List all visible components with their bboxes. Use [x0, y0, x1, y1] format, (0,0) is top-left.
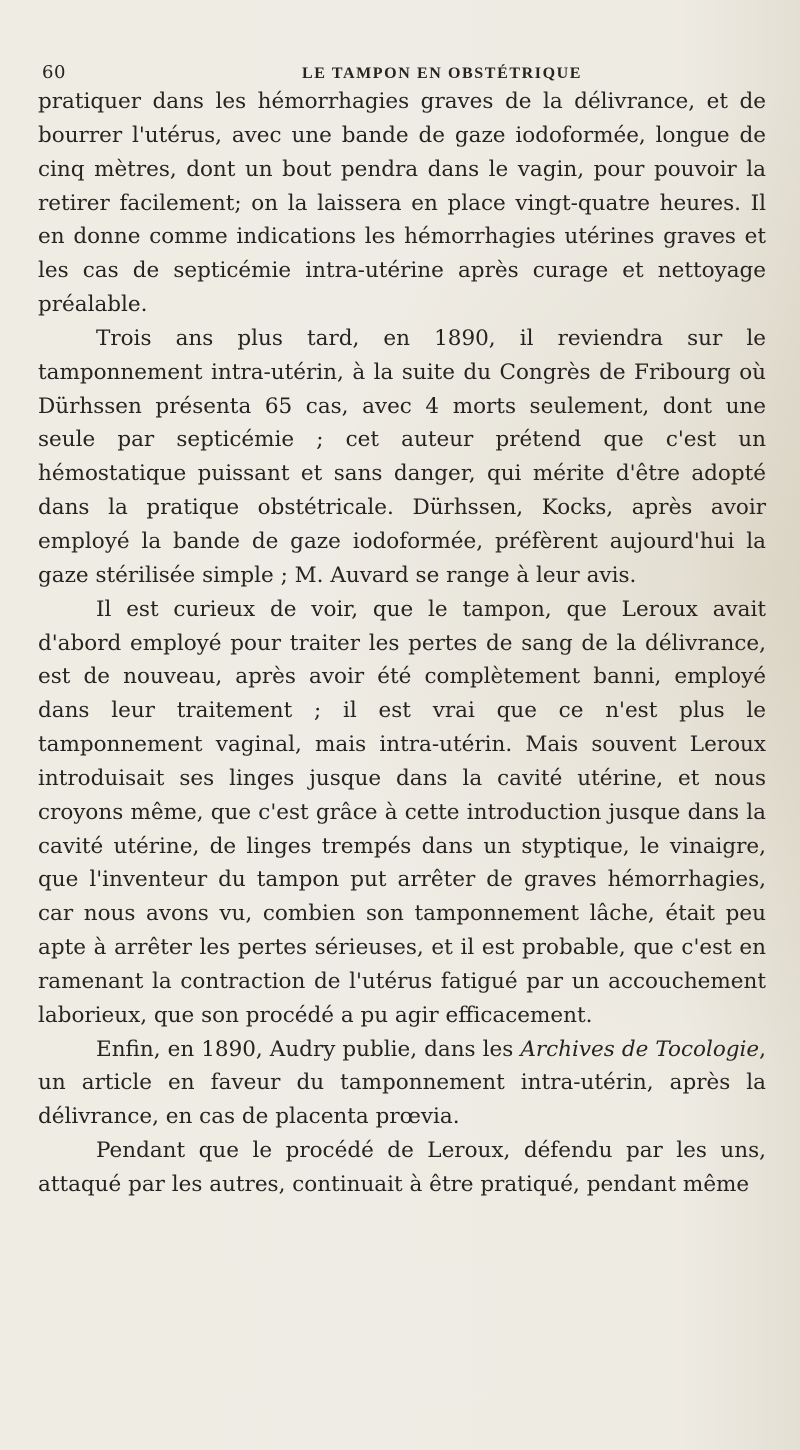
paragraph-1: pratiquer dans les hémorrhagies graves de la délivrance, et de bourrer l'utérus, avec une bande de gaze iodoformée, longue de cinq mètres, dont un bout pendra dans le vagin, pour pouvoir la retirer facilement; on la laissera en place vingt-quatre heures. Il en donne comme indications les hémorrhagies utérines graves et les cas de septicémie intra-utérine après curage et nettoyage préalable. [38, 89, 766, 318]
paragraph-3: Il est curieux de voir, que le tampon, que Leroux avait d'abord employé pour traiter les pertes de sang de la délivrance, est de nouveau, après avoir été complètement banni, employé dans leur traitement ; il est vrai que ce n'est plus le tamponnement vaginal, mais intra-utérin. Mais souvent Leroux introduisait ses linges jusque dans la cavité utérine, et nous croyons même, que c'est grâce à cette introduction jusque dans la cavité utérine, de linges trempés dans un styptique, le vinaigre, que l'inventeur du tampon put arrêter de graves hémorrhagies, car nous avons vu, combien son tamponnement lâche, était peu apte à arrêter les pertes sérieuses, et il est probable, que c'est en ramenant la contraction de l'utérus fatigué par un accouchement laborieux, que son procédé a pu agir efficacement. [38, 596, 766, 1028]
paragraph-2: Trois ans plus tard, en 1890, il reviendra sur le tamponnement intra-utérin, à la suite du Congrès de Fribourg où Dürhssen présenta 65 cas, avec 4 morts seulement, dont une seule par septicémie ; cet auteur prétend que c'est un hémostatique puissant et sans danger, qui mérite d'être adopté dans la pratique obstétricale. Dürhssen, Kocks, après avoir employé la bande de gaze iodoformée, préfèrent aujourd'hui la gaze stérilisée simple ; M. Auvard se range à leur avis. [38, 325, 766, 588]
paragraph-4-lead: Enfin, en 1890, Audry publie, dans les [96, 1036, 521, 1062]
paragraph-4-tail: , un article en faveur du tamponnement intra-utérin, après la délivrance, en cas de placenta prœvia. [38, 1036, 766, 1130]
paragraph-5: Pendant que le procédé de Leroux, défendu par les uns, attaqué par les autres, continuait à être pratiqué, pendant même [38, 1138, 766, 1197]
journal-title: Archives de Tocologie [520, 1036, 760, 1062]
running-title: LE TAMPON EN OBSTÉTRIQUE [302, 65, 583, 82]
paragraph-4 [38, 1033, 766, 1135]
page-number: 60 [42, 62, 66, 83]
body-text [38, 85, 766, 1202]
